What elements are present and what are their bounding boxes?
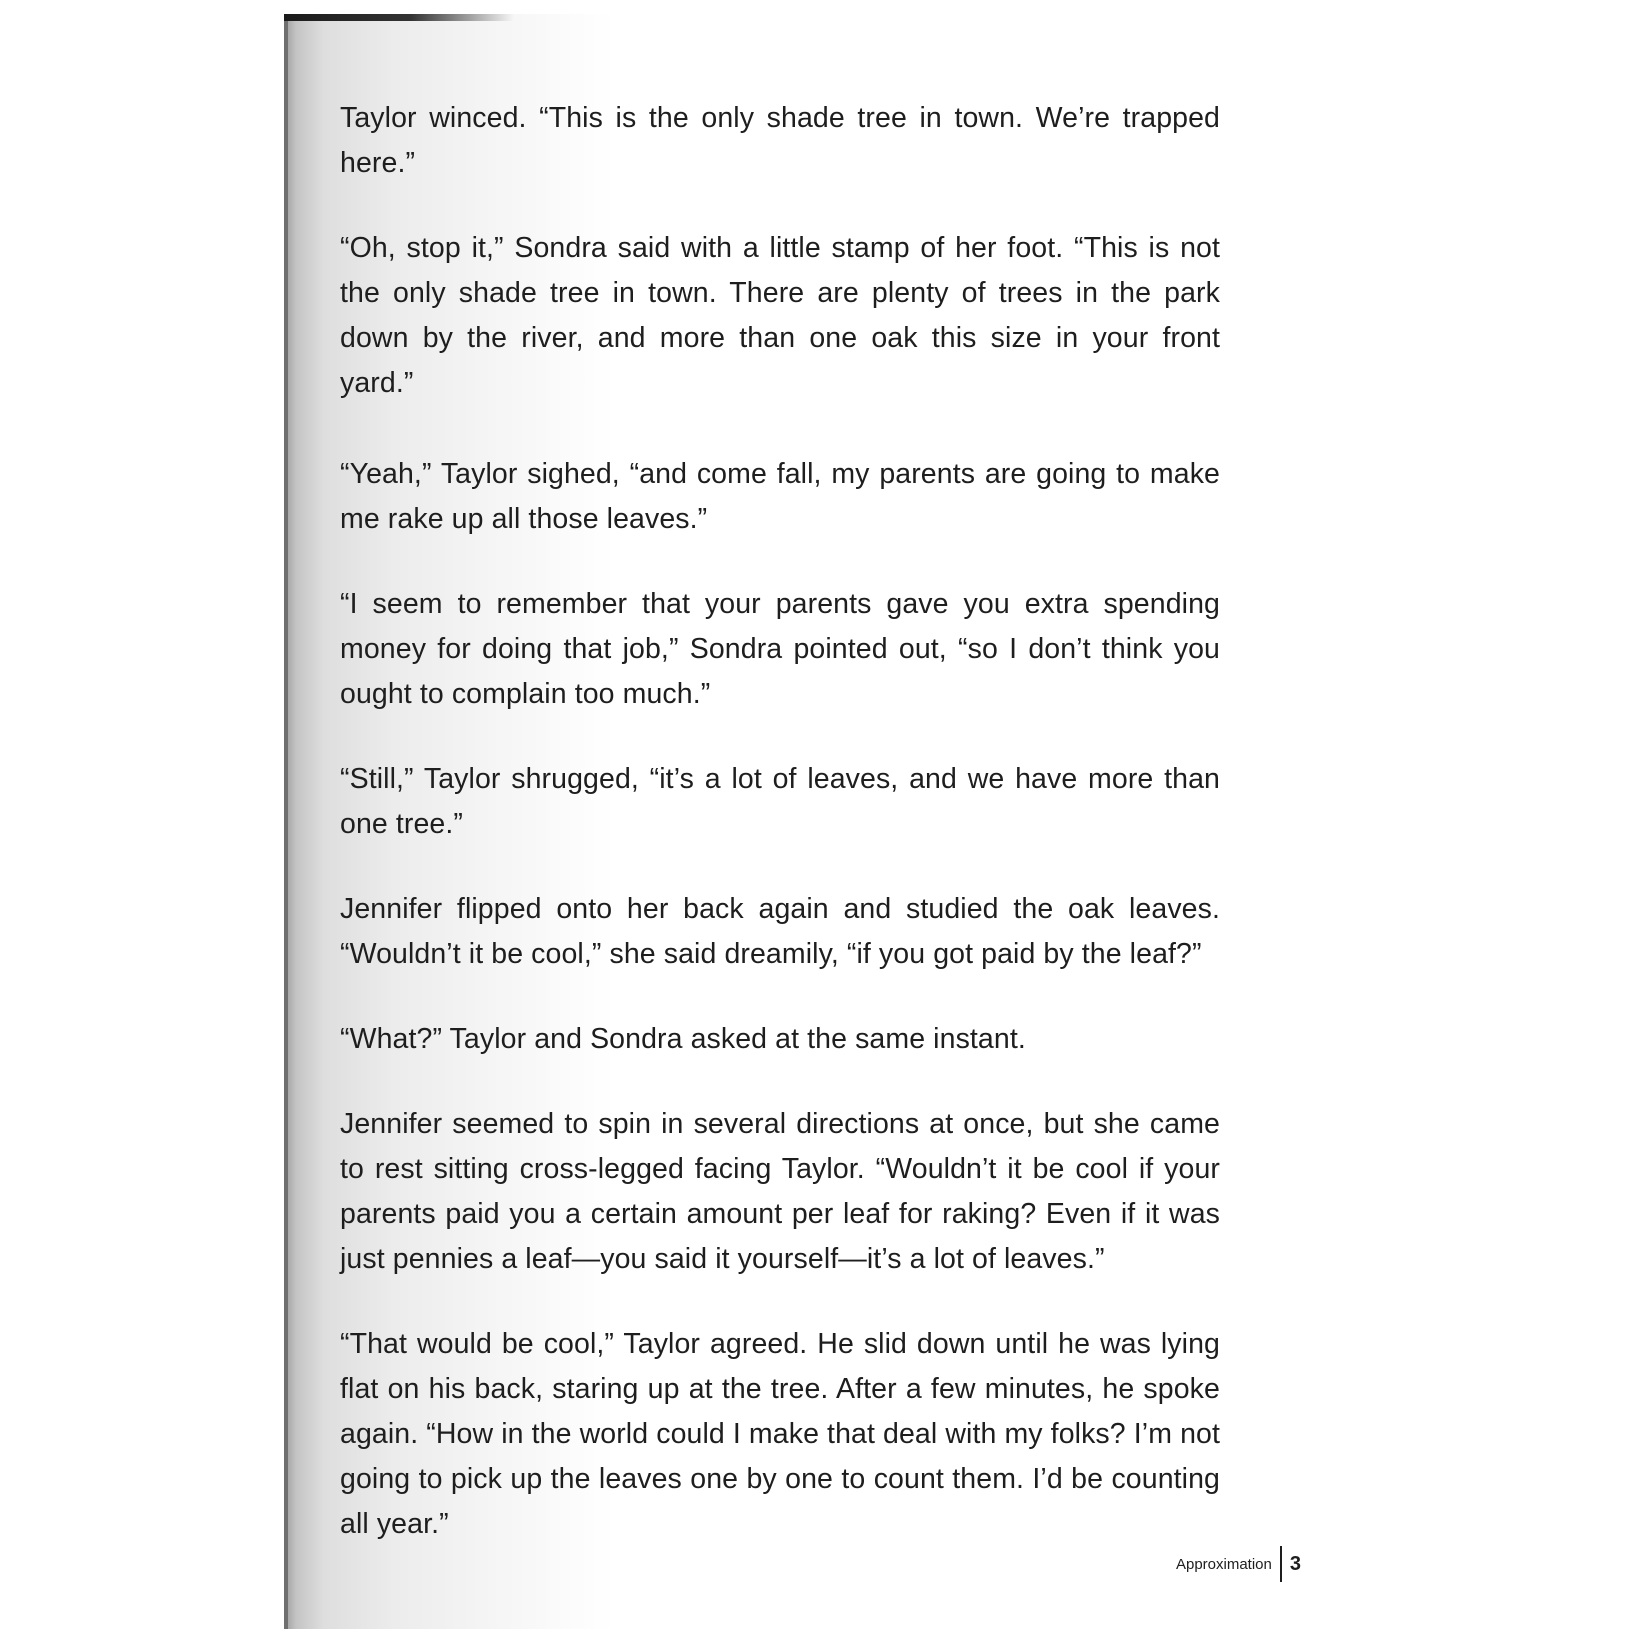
paragraph: Taylor winced. “This is the only shade tree in town. We’re trapped here.” (340, 102, 1220, 179)
paragraph: “Still,” Taylor shrugged, “it’s a lot of leaves, and we have more than one tree.” (340, 763, 1220, 840)
body-text (340, 96, 1220, 1587)
paragraph: “I seem to remember that your parents gave you extra spending money for doing that job,” Sondra pointed out, “so I don’t think you ought to complain too much.” (340, 588, 1220, 710)
page-number: 3 (1289, 1552, 1301, 1575)
paragraph: “Oh, stop it,” Sondra said with a little stamp of her foot. “This is not the only shade tree in town. There are plenty of trees in the park down by the river, and more than one oak this size in your front yard.” (340, 232, 1220, 399)
paragraph: Jennifer flipped onto her back again and studied the oak leaves. “Wouldn’t it be cool,” she said dreamily, “if you got paid by the leaf?” (340, 893, 1220, 970)
paragraph: “Yeah,” Taylor sighed, “and come fall, my parents are going to make me rake up all those leaves.” (340, 458, 1220, 535)
page-top-edge (284, 14, 514, 21)
paragraph: “What?” Taylor and Sondra asked at the same instant. (340, 1023, 1026, 1055)
page-left-edge (284, 14, 288, 1629)
running-title: Approximation (1175, 1555, 1272, 1573)
paragraph: “That would be cool,” Taylor agreed. He slid down until he was lying flat on his back, staring up at the tree. After a few minutes, he spoke again. “How in the world could I make that deal with my folks? I’m not going to pick up the leaves one by one to count them. I’d be counting all year.” (340, 1328, 1220, 1540)
paragraph: Jennifer seemed to spin in several directions at once, but she came to rest sitting cross-legged facing Taylor. “Wouldn’t it be cool if your parents paid you a certain amount per leaf for raking? Even if it was just pennies a leaf—you said it yourself—it’s a lot of leaves.” (340, 1108, 1220, 1275)
page-footer (1176, 1546, 1301, 1582)
